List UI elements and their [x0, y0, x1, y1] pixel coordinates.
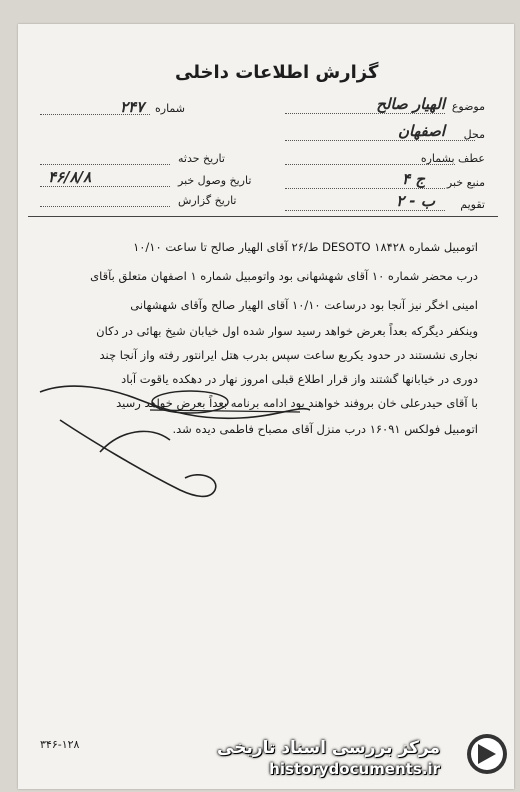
body-line-5: نجاری نشستند در حدود یکربع ساعت سپس بدرب هتل ایرانتور رفته واز آنجا چند — [99, 348, 478, 362]
body-line-6: دوری در خیابانها گشتند واز قرار اطلاع قبلی امروز نهار در دهکده یاقوت آباد — [121, 372, 478, 386]
place-value: اصفهان — [398, 122, 445, 140]
date-received-label: تاریخ وصول خبر — [178, 174, 252, 187]
watermark-title: مرکز بررسی اسناد تاریخی — [217, 738, 440, 758]
date-event-label: تاریخ حدثه — [178, 152, 225, 165]
body-line-7: با آقای حیدرعلی خان بروفند خواهند بود ادامه برنامه بعداً بعرض خواهد رسید — [116, 396, 478, 410]
body-line-2: درب محضر شماره ۱۰ آقای شهشهانی بود واتومبیل شماره ۱ اصفهان متعلق بآقای — [90, 269, 478, 283]
body-line-8: اتومبیل فولکس ۱۶۰۹۱ درب منزل آقای مصباح فاطمی دیده شد. — [172, 422, 478, 436]
archive-code: ۳۴۶-۱۲۸ — [40, 738, 80, 751]
date-report-label: تاریخ گزارش — [178, 194, 237, 207]
report-title: گزارش اطلاعات داخلی — [175, 62, 379, 83]
evaluation-value: ب - ۲ — [396, 192, 435, 210]
body-line-4: وینکفر دیگرکه بعداً بعرض خواهد رسید سوار شده اول خیابان شیخ بهائی در دکان — [96, 324, 478, 338]
source-value: ج ۴ — [402, 170, 425, 188]
number-label: شماره — [155, 102, 186, 115]
subject-value: الهیار صالح — [376, 95, 445, 113]
source-label: منبع خبر — [446, 176, 485, 189]
evaluation-label: تقویم — [460, 198, 485, 211]
body-line-1: اتومبیل شماره ۱۸۴۲۸ DESOTO ط/۲۶ آقای الهیار صالح تا ساعت ۱۰/۱۰ — [133, 240, 478, 254]
place-label: محل — [463, 128, 485, 141]
reference-label: عطف بشماره — [420, 152, 485, 165]
number-value: ۲۴۷ — [120, 98, 145, 116]
watermark-url: historydocuments.ir — [269, 760, 440, 778]
date-received-value: ۴۶/۸/۸ — [48, 168, 92, 186]
body-line-3: امینی اخگر نیز آنجا بود درساعت ۱۰/۱۰ آقای الهیار صالح وآقای شهشهانی — [130, 298, 478, 312]
subject-label: موضوع — [451, 100, 485, 113]
